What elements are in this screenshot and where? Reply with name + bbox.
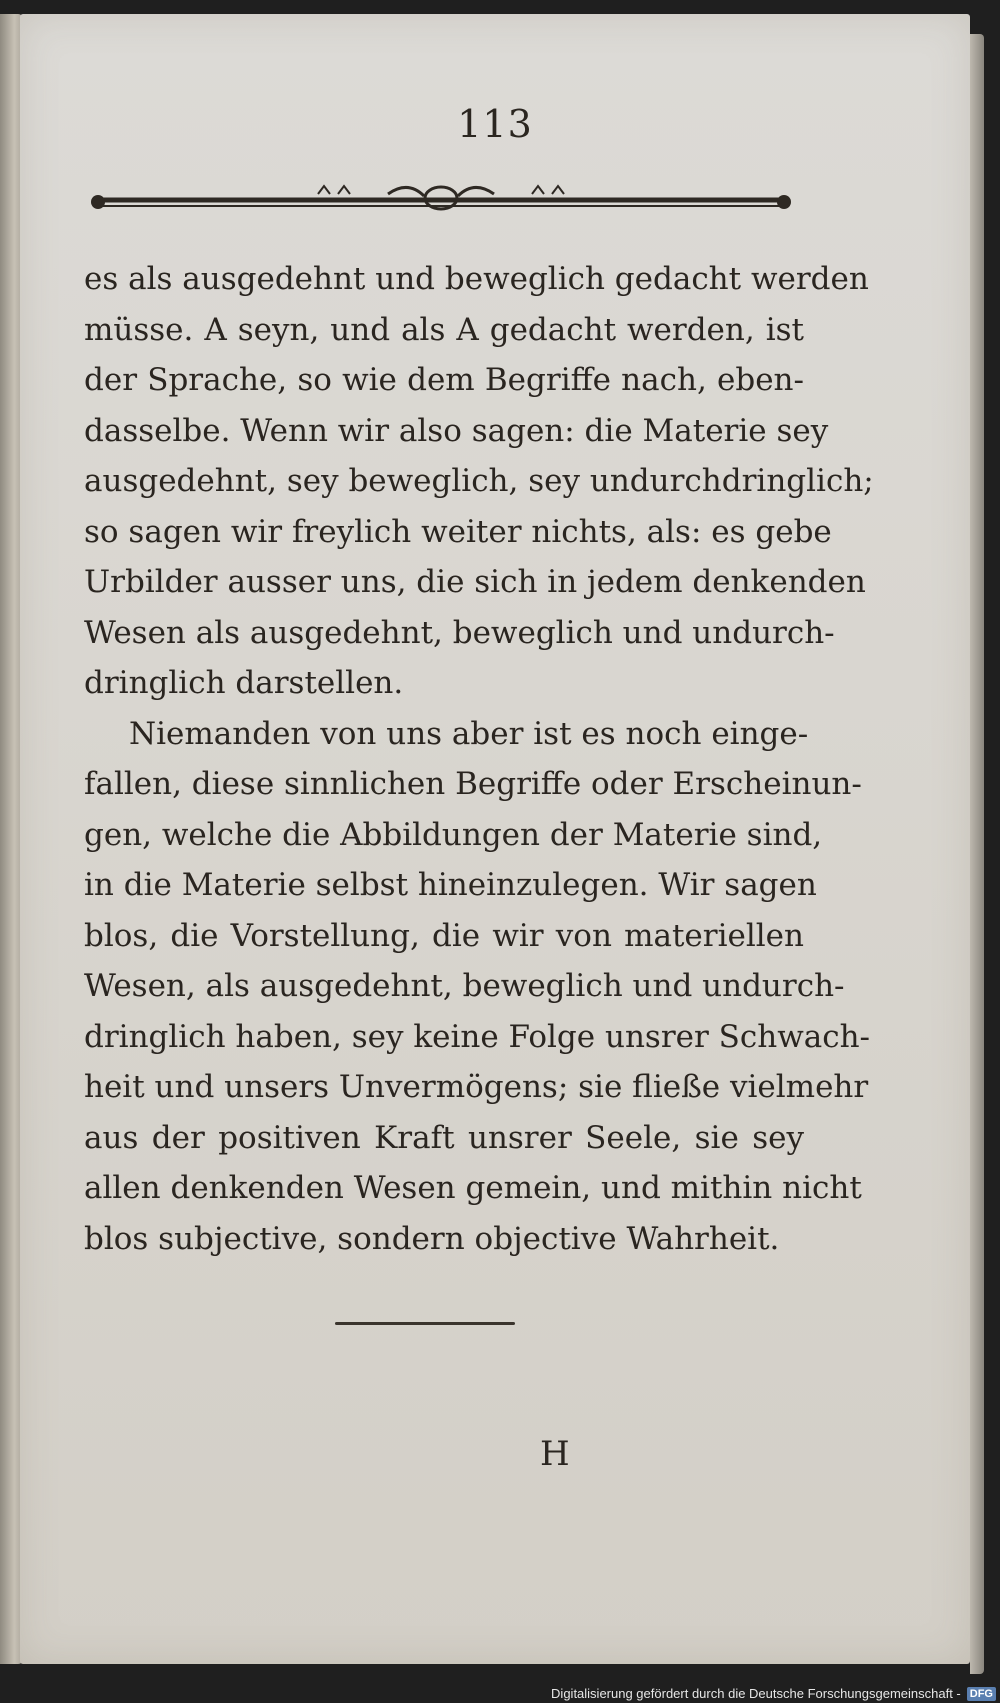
text-line: allen denkenden Wesen gemein, und mithin nicht <box>84 1170 862 1206</box>
body-text <box>84 254 874 1264</box>
digitization-footer <box>551 1686 996 1701</box>
signature-mark: H <box>540 1434 570 1474</box>
text-line: Urbilder ausser uns, die sich in jedem denkenden <box>84 564 866 600</box>
paragraph-1 <box>84 254 874 709</box>
text-line: dasselbe. Wenn wir also sagen: die Materie sey <box>84 412 829 449</box>
page-number: 113 <box>457 102 533 146</box>
text-line: in die Materie selbst hineinzulegen. Wir sagen <box>84 867 817 903</box>
text-line: gen, welche die Abbildungen der Materie sind, <box>84 816 823 853</box>
text-line: ausgedehnt, sey beweglich, sey undurchdringlich; <box>84 463 874 499</box>
book-page <box>20 14 970 1664</box>
text-line: Wesen, als ausgedehnt, beweglich und undurch- <box>84 968 845 1004</box>
page-edge-shadow <box>970 34 984 1674</box>
text-line: blos subjective, sondern objective Wahrheit. <box>84 1220 780 1257</box>
text-line: Wesen als ausgedehnt, beweglich und undurch- <box>84 614 835 651</box>
text-line: fallen, diese sinnlichen Begriffe oder Erscheinun- <box>84 766 862 802</box>
text-line: aus der positiven Kraft unsrer Seele, sie sey <box>84 1119 804 1156</box>
text-line: blos, die Vorstellung, die wir von materiellen <box>84 917 804 954</box>
text-line: so sagen wir freylich weiter nichts, als: es gebe <box>84 513 832 550</box>
paragraph-2 <box>84 709 871 1265</box>
text-line: es als ausgedehnt und beweglich gedacht werden <box>84 261 869 297</box>
dfg-logo-icon: DFG <box>967 1687 996 1701</box>
footer-text: Digitalisierung gefördert durch die Deutsche Forschungsgemeinschaft - <box>551 1686 961 1701</box>
text-line: dringlich haben, sey keine Folge unsrer Schwach- <box>84 1018 871 1055</box>
text-line: heit und unsers Unvermögens; sie fließe vielmehr <box>84 1069 869 1105</box>
text-line: dringlich darstellen. <box>84 665 404 701</box>
text-line: Niemanden von uns aber ist es noch einge- <box>129 715 809 752</box>
text-line: müsse. A seyn, und als A gedacht werden, ist <box>84 311 804 348</box>
text-line: der Sprache, so wie dem Begriffe nach, eben- <box>84 362 804 398</box>
ornament-divider <box>88 180 794 220</box>
section-rule <box>335 1322 515 1325</box>
